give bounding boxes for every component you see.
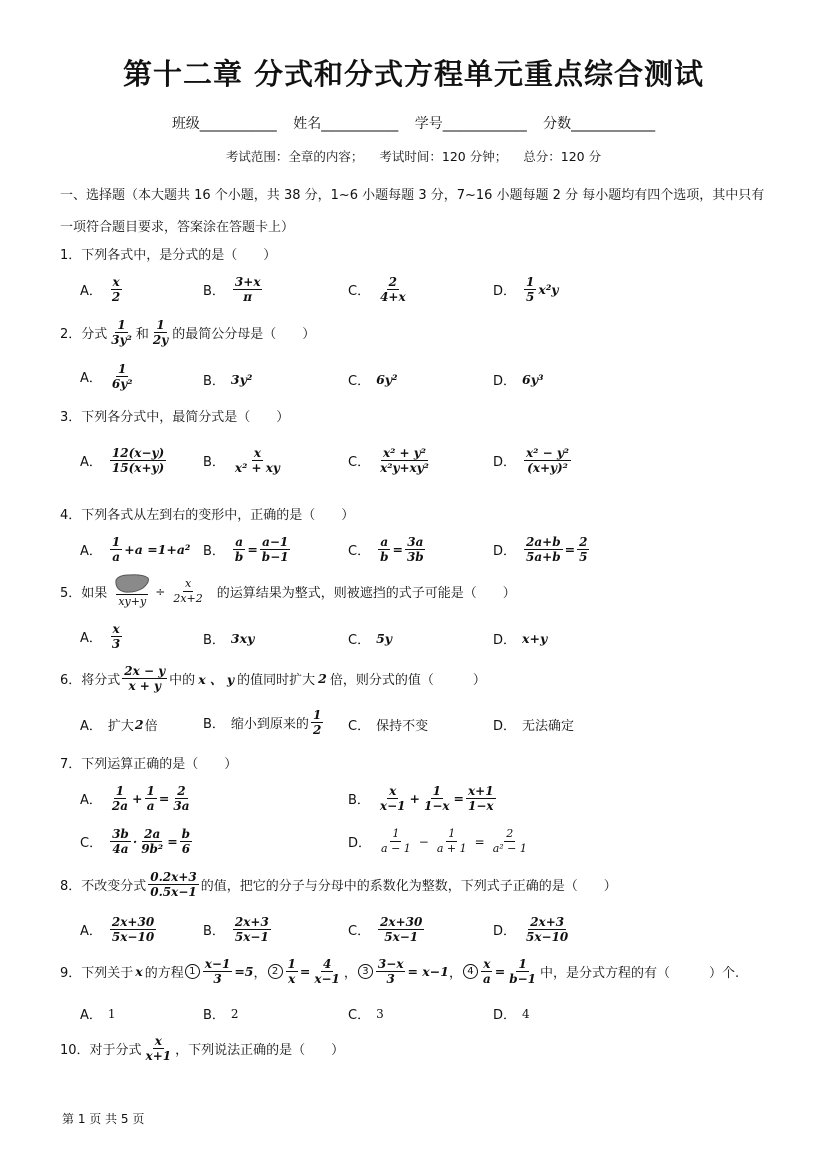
question-6: 6．将分式 $\frac{2x - y}{x + y}$ 中的 x 、 y 的值同时扩大 2 倍，则分式的值（ ）: [60, 664, 486, 693]
q7-option-d[interactable]: D． $\frac{1}{a - 1}$ − $\frac{1}{a + 1}$ = $\frac{2}{\text{a² − 1}}$: [348, 827, 527, 855]
q8-option-b[interactable]: B． $\frac{2x+3}{5x-1}$: [203, 915, 269, 944]
q9-option-a[interactable]: A． 1: [80, 1006, 116, 1023]
q3-option-b[interactable]: B． $\frac{x}{\text{x² + xy}}$: [203, 446, 280, 475]
q5-option-d[interactable]: D． x+y: [493, 631, 548, 648]
q8-option-c[interactable]: C． $\frac{2x+30}{5x-1}$: [348, 915, 423, 944]
q7-option-b[interactable]: B． $\frac{x}{x-1}$ + $\frac{1}{1-x}$ = $\frac{x+1}{1-x}$: [348, 784, 494, 813]
student-id-field[interactable]: 学号____________: [414, 116, 527, 132]
q2-option-a[interactable]: A． $\frac{1}{\text{6y²}}$: [80, 362, 133, 391]
question-2: 2．分式 $\frac{1}{\text{3y²}}$ 和 $\frac{1}{2y}$ 的最简公分母是（ ）: [60, 318, 316, 347]
name-field[interactable]: 姓名___________: [293, 116, 399, 132]
q4-option-a[interactable]: A． $\frac{1}{a}$ +a =1+a²: [80, 535, 191, 564]
student-info: [0, 113, 827, 133]
q8-option-a[interactable]: A． $\frac{2x+30}{5x-10}$: [80, 915, 155, 944]
q6-option-d[interactable]: D． 无法确定: [493, 719, 575, 734]
question-3: 3．下列各分式中，最简分式是（ ）: [60, 410, 290, 425]
q7-option-c[interactable]: C． $\frac{3b}{4a}$ · $\frac{2a}{\text{9b²}}$ = $\frac{b}{6}$: [80, 827, 191, 856]
scope-text: 考试范围：全章的内容；: [225, 149, 364, 164]
question-5: 5．如果 xy+y ÷ $\frac{x}{2x+2}$ 的运算结果为整式，则被遮挡的式子可能是（ ）: [60, 574, 516, 609]
question-1: 1．下列各式中，是分式的是（ ）: [60, 248, 277, 263]
q4-option-c[interactable]: C． $\frac{a}{b}$ = $\frac{3a}{3b}$: [348, 535, 424, 564]
section-heading: 一、选择题（本大题共 16 个小题，共 38 分，1~6 小题每题 3 分，7~16 小题每题 2 分 每小题均有四个选项，其中只有一项符合题目要求，答案涂在答题卡上）: [60, 188, 765, 235]
q3-option-c[interactable]: C． $\frac{\text{x² + y²}}{\text{x²y+xy²}}$: [348, 446, 429, 475]
question-4: 4．下列各式从左到右的变形中，正确的是（ ）: [60, 508, 355, 523]
exam-scope: [0, 147, 827, 165]
q3-option-a[interactable]: A． $\frac{12(x-y)}{15(x+y)}$: [80, 446, 165, 475]
total-text: 总分：120 分: [523, 149, 602, 164]
q2-option-d[interactable]: D． 6y³: [493, 372, 544, 389]
q6-option-b[interactable]: B． 缩小到原来的 $\frac{1}{2}$: [203, 708, 322, 737]
page-footer: 第 1 页 共 5 页: [62, 1112, 145, 1126]
q9-option-d[interactable]: D． 4: [493, 1006, 530, 1023]
q2-option-b[interactable]: B． 3y²: [203, 372, 253, 389]
score-field[interactable]: 分数____________: [543, 116, 656, 132]
question-10: 10．对于分式 $\frac{x}{x+1}$ ，下列说法正确的是（ ）: [60, 1034, 345, 1063]
q4-option-b[interactable]: B． $\frac{a}{b}$ = $\frac{a-1}{b-1}$: [203, 535, 289, 564]
question-8: 8．不改变分式 $\frac{0.2x+3}{0.5x-1}$ 的值，把它的分子与分母中的系数化为整数，下列式子正确的是（ ）: [60, 870, 617, 899]
q7-option-a[interactable]: A． $\frac{1}{2a}$ + $\frac{1}{a}$ = $\frac{2}{3a}$: [80, 784, 190, 813]
q8-option-d[interactable]: D． $\frac{2x+3}{5x-10}$: [493, 915, 569, 944]
class-field[interactable]: 班级___________: [171, 116, 277, 132]
ink-blot-icon: [113, 574, 151, 594]
q5-option-c[interactable]: C． 5y: [348, 631, 393, 648]
q6-option-c[interactable]: C． 保持不变: [348, 719, 429, 734]
q5-option-b[interactable]: B． 3xy: [203, 631, 255, 648]
q1-option-d[interactable]: D． $\frac{1}{5}$ x²y: [493, 275, 559, 304]
q9-option-c[interactable]: C． 3: [348, 1006, 384, 1023]
q1-option-a[interactable]: A． $\frac{x}{2}$: [80, 275, 121, 304]
q5-option-a[interactable]: A． $\frac{x}{3}$: [80, 622, 121, 651]
q1-option-b[interactable]: B． $\frac{3+x}{\pi}$: [203, 275, 261, 304]
question-9: 9．下列关于 x 的方程 1 $\frac{x-1}{3}$ =5 ， 2 $\frac{1}{x}$ = $\frac{4}{x-1}$ ， 3 $\frac{3-x}{3}$ = x−1 ， 4 $\frac{x}{a}$ = $\frac{1}{b-1}$ 中，是分式方程的有（ ）个.: [60, 957, 740, 986]
q2-option-c[interactable]: C． 6y²: [348, 372, 398, 389]
q6-option-a[interactable]: A． 扩大 2 倍: [80, 717, 158, 734]
time-text: 考试时间：120 分钟；: [379, 149, 508, 164]
q9-option-b[interactable]: B． 2: [203, 1006, 239, 1023]
q3-option-d[interactable]: D． $\frac{\text{x² − y²}}{\text{(x+y)²}}$: [493, 446, 570, 475]
q4-option-d[interactable]: D． $\frac{2a+b}{5a+b}$ = $\frac{2}{5}$: [493, 535, 588, 564]
question-7: 7．下列运算正确的是（ ）: [60, 757, 238, 772]
page-title: 第十二章 分式和分式方程单元重点综合测试: [122, 57, 705, 91]
q1-option-c[interactable]: C． $\frac{2}{4+x}$: [348, 275, 406, 304]
